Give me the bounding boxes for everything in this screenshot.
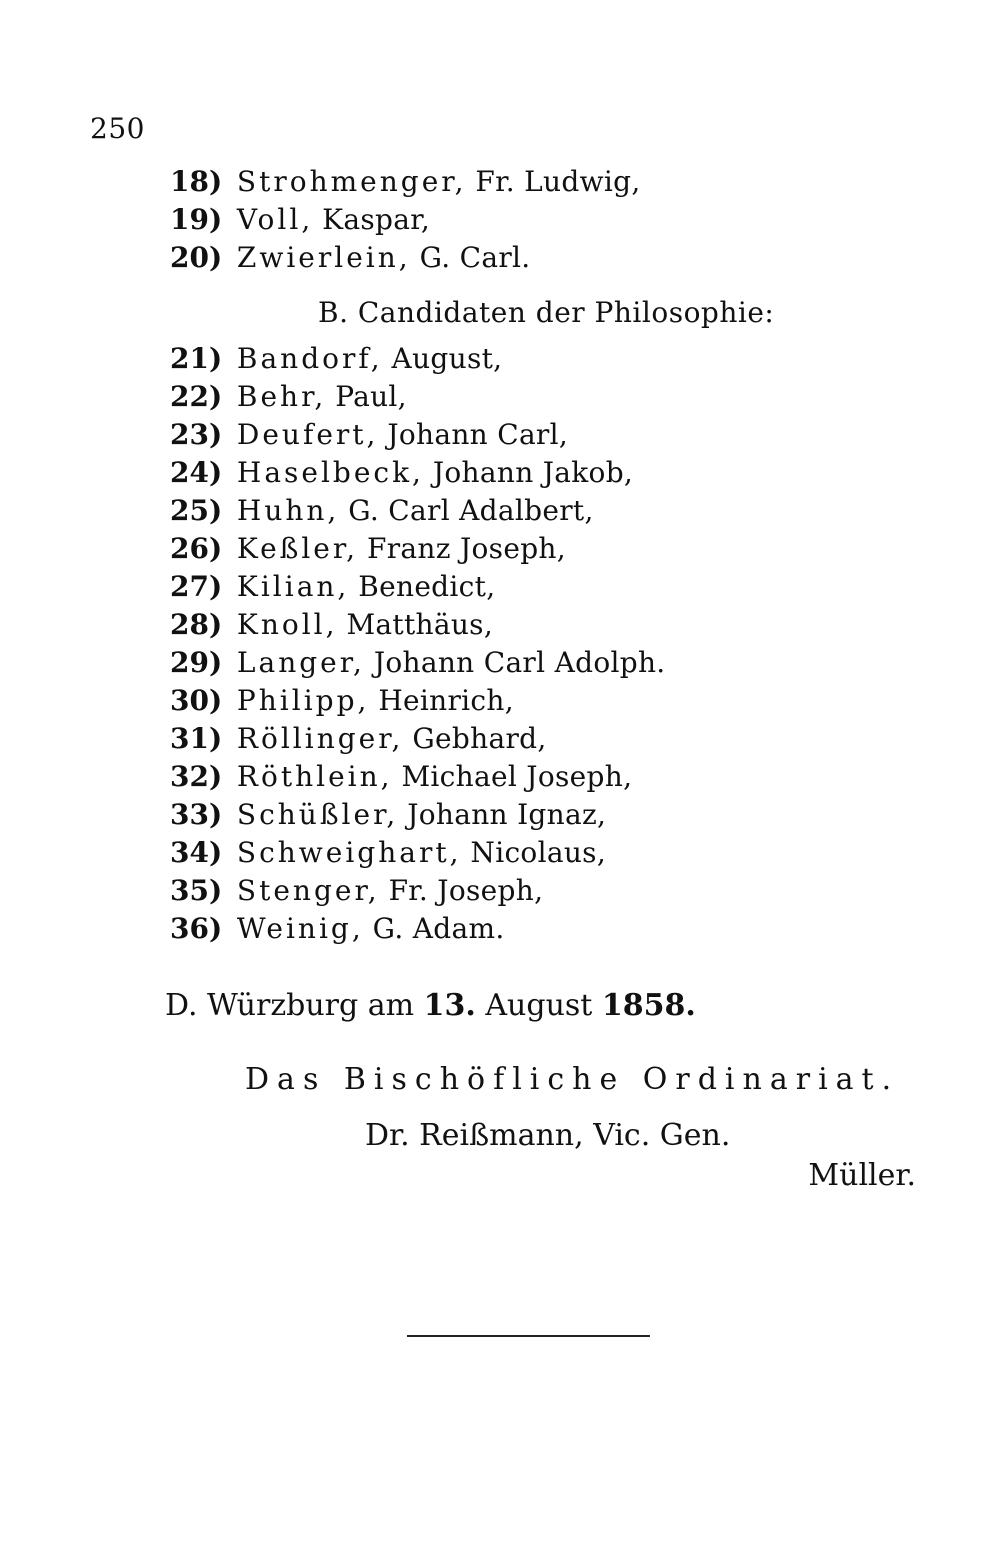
entry-given-name: Johann Ignaz, [407, 798, 607, 831]
entry-surname: Keßler, [236, 532, 359, 565]
list-item [170, 454, 910, 492]
entry-given-name: Johann Carl Adolph. [373, 646, 666, 679]
entry-surname: Zwierlein, [236, 241, 411, 274]
list-item [170, 910, 910, 948]
entry-surname: Haselbeck, [236, 456, 424, 489]
entry-surname: Bandorf, [236, 342, 383, 375]
entry-surname: Langer, [236, 646, 365, 679]
entry-given-name: G. Adam. [372, 912, 505, 945]
entry-number: 18) [170, 165, 223, 198]
entry-surname: Strohmenger, [236, 165, 467, 198]
entry-given-name: August, [391, 342, 503, 375]
list-item [170, 644, 910, 682]
entry-number: 31) [170, 722, 223, 755]
closing-rule [407, 1335, 650, 1337]
secretary-signature: Müller. [808, 1158, 916, 1193]
list-item [170, 416, 910, 454]
entry-number: 35) [170, 874, 223, 907]
list-item [170, 340, 910, 378]
entry-number: 30) [170, 684, 223, 717]
page-number: 250 [90, 112, 145, 145]
entry-given-name: Nicolaus, [470, 836, 607, 869]
entry-number: 20) [170, 241, 223, 274]
entry-given-name: Johann Carl, [387, 418, 569, 451]
list-item [170, 682, 910, 720]
entry-number: 24) [170, 456, 223, 489]
signatory: Dr. Reißmann, Vic. Gen. [365, 1118, 731, 1153]
list-item [170, 201, 910, 239]
entry-given-name: Paul, [335, 380, 407, 413]
entry-given-name: G. Carl. [419, 241, 531, 274]
list-item [170, 239, 910, 277]
dateline-year: 1858. [601, 988, 696, 1023]
entry-given-name: Kaspar, [322, 203, 431, 236]
list-item [170, 568, 910, 606]
list-item [170, 492, 910, 530]
list-item [170, 834, 910, 872]
entry-number: 32) [170, 760, 223, 793]
list-item [170, 530, 910, 568]
entry-number: 21) [170, 342, 223, 375]
dateline [165, 988, 696, 1023]
entry-number: 19) [170, 203, 223, 236]
entry-given-name: Heinrich, [378, 684, 514, 717]
entry-number: 26) [170, 532, 223, 565]
entry-surname: Weinig, [236, 912, 364, 945]
entry-given-name: Johann Jakob, [432, 456, 634, 489]
issuing-authority: Das Bischöfliche Ordinariat. [245, 1062, 900, 1097]
entry-given-name: Franz Joseph, [367, 532, 566, 565]
dateline-day: 13. [423, 988, 476, 1023]
entry-given-name: Matthäus, [346, 608, 494, 641]
entry-given-name: Benedict, [358, 570, 496, 603]
entry-surname: Philipp, [236, 684, 370, 717]
dateline-month: August [485, 988, 593, 1023]
entry-number: 28) [170, 608, 223, 641]
list-item [170, 606, 910, 644]
entry-surname: Knoll, [236, 608, 338, 641]
entry-surname: Behr, [236, 380, 327, 413]
entry-number: 23) [170, 418, 223, 451]
entry-surname: Stenger, [236, 874, 380, 907]
entry-given-name: Fr. Ludwig, [475, 165, 641, 198]
list-item [170, 720, 910, 758]
dateline-place: D. Würzburg am [165, 988, 415, 1023]
list-item [170, 796, 910, 834]
section-heading: B. Candidaten der Philosophie: [318, 296, 775, 329]
entry-surname: Schweighart, [236, 836, 462, 869]
list-item [170, 758, 910, 796]
entry-surname: Röthlein, [236, 760, 393, 793]
entry-surname: Voll, [236, 203, 314, 236]
entry-surname: Deufert, [236, 418, 379, 451]
candidate-list-philosophy [170, 340, 910, 948]
entry-surname: Schüßler, [236, 798, 399, 831]
entry-given-name: Michael Joseph, [401, 760, 633, 793]
candidate-list-continued [170, 163, 910, 277]
entry-number: 27) [170, 570, 223, 603]
entry-number: 25) [170, 494, 223, 527]
entry-number: 29) [170, 646, 223, 679]
entry-number: 36) [170, 912, 223, 945]
list-item [170, 378, 910, 416]
entry-surname: Huhn, [236, 494, 340, 527]
entry-number: 33) [170, 798, 223, 831]
entry-surname: Kilian, [236, 570, 350, 603]
entry-number: 22) [170, 380, 223, 413]
entry-given-name: Fr. Joseph, [388, 874, 544, 907]
list-item [170, 872, 910, 910]
entry-number: 34) [170, 836, 223, 869]
entry-given-name: Gebhard, [412, 722, 547, 755]
entry-surname: Röllinger, [236, 722, 404, 755]
entry-given-name: G. Carl Adalbert, [348, 494, 594, 527]
list-item [170, 163, 910, 201]
